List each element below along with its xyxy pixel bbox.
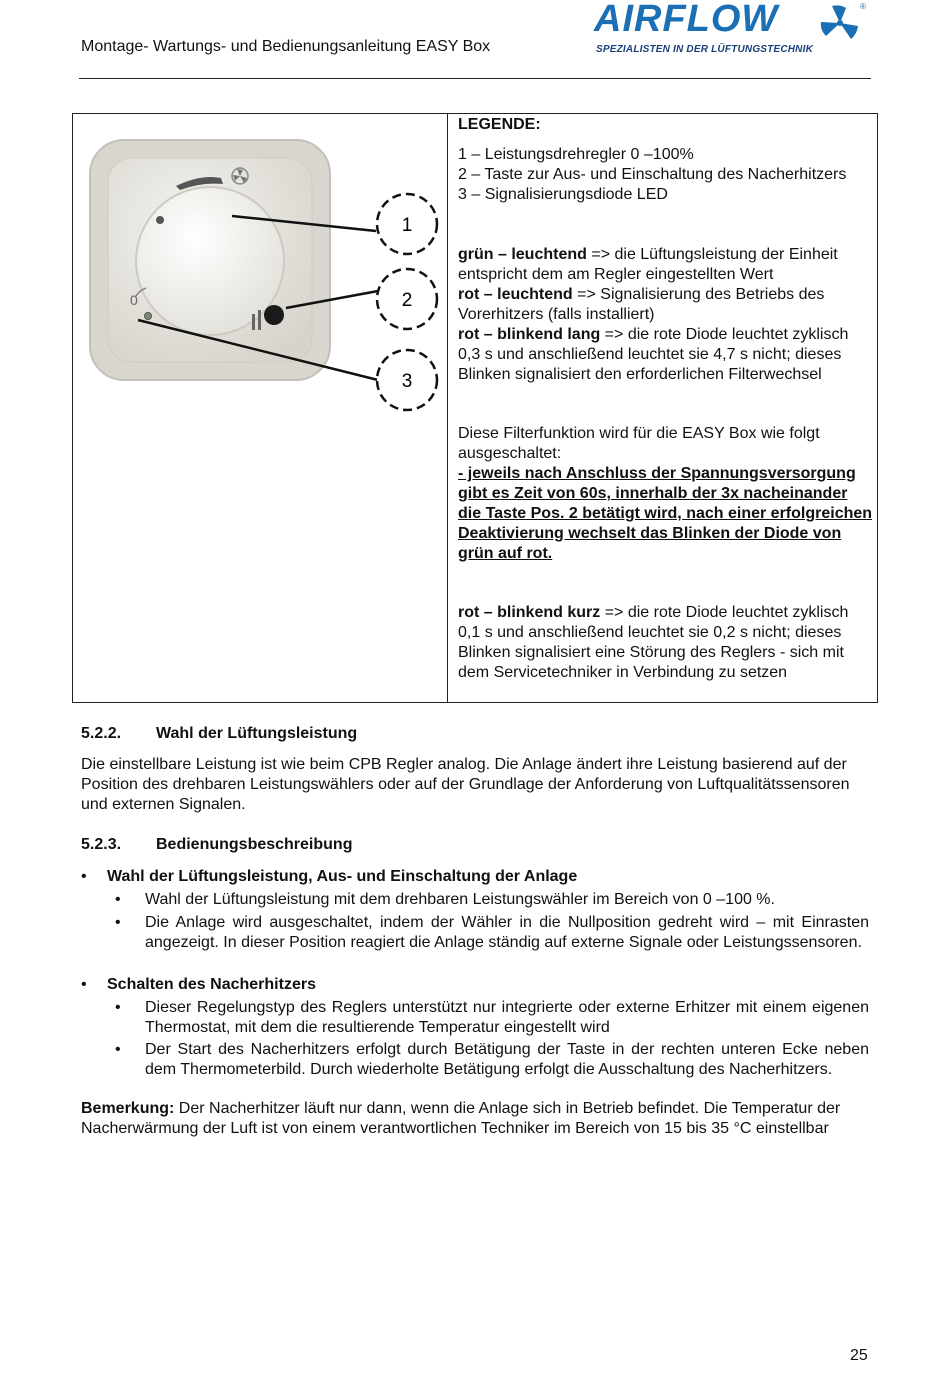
- legend-heading: LEGENDE:: [458, 116, 541, 133]
- legend-item: 3 – Signalisierungsdiode LED: [458, 186, 668, 203]
- section-522-heading: 5.2.2. Wahl der Lüftungsleistung: [81, 725, 358, 742]
- legend-item: 2 – Taste zur Aus- und Einschaltung des Nacherhitzers: [458, 166, 847, 183]
- led-red-desc: rot – leuchtend => Signalisierung des Betriebs des Vorerhitzers (falls installiert): [458, 286, 825, 323]
- header-rule: [79, 78, 871, 79]
- page-number: 25: [850, 1347, 868, 1364]
- callout-2-label: 2: [401, 290, 413, 311]
- table-divider: [447, 113, 448, 703]
- logo-wordmark: AIRFLOW: [594, 0, 779, 40]
- led-red-long-desc: rot – blinkend lang => die rote Diode leuchtet zyklisch 0,3 s und anschließend leuchtet sie 4,7 s nicht; dieses Blinken signalisiert den erforderlichen Filterwechsel: [458, 326, 849, 383]
- dial-indicator-dot: [156, 216, 164, 224]
- airflow-logo: [594, 2, 870, 62]
- filter-reset-procedure: - jeweils nach Anschluss der Spannungsversorgung gibt es Zeit von 60s, innerhalb der 3x nacheinander die Taste Pos. 2 betätigt wird, nach einer erfolgreichen Deaktivierung wechselt das Blinken der Diode von grün auf rot.: [458, 465, 873, 562]
- power-dial: [136, 187, 284, 335]
- filter-intro: Diese Filterfunktion wird für die EASY Box wie folgt ausgeschaltet:: [458, 425, 820, 462]
- status-led: [145, 313, 152, 320]
- callout-3: [377, 350, 437, 410]
- section-522-text: Die einstellbare Leistung ist wie beim CPB Regler analog. Die Anlage ändert ihre Leistung basierend auf der Position des drehbaren Leistungswählers oder auf der Grundlage der Anforderung von Luftqualitätssensoren und externen Signalen.: [81, 756, 850, 813]
- legend-item: 1 – Leistungsdrehregler 0 –100%: [458, 146, 694, 163]
- led-states: [458, 245, 873, 385]
- logo-tagline: SPEZIALISTEN IN DER LÜFTUNGSTECHNIK: [596, 44, 814, 55]
- callout-1-label: 1: [401, 215, 413, 236]
- callout-2: [377, 269, 437, 329]
- led-green-desc: grün – leuchtend => die Lüftungsleistung der Einheit entspricht dem am Regler eingestellten Wert: [458, 246, 838, 283]
- zero-mark: 0: [130, 292, 138, 308]
- legend-heading-block: [458, 115, 873, 135]
- controller-figure: [76, 118, 446, 448]
- document-title: Montage- Wartungs- und Bedienungsanleitung EASY Box: [81, 38, 491, 55]
- callout-1: [377, 194, 437, 254]
- led-red-short-block: [458, 603, 873, 683]
- heater-button: [264, 305, 284, 325]
- registered-mark: ®: [860, 2, 866, 11]
- remark: Bemerkung: Der Nacherhitzer läuft nur dann, wenn die Anlage sich in Betrieb befindet. Die Temperatur der Nacherwärmung der Luft ist von einem verantwortlichen Techniker im Bereich von 15 bis 35 °C einstellbar: [81, 1100, 841, 1137]
- fan-logo-icon: [818, 4, 862, 42]
- callout-3-label: 3: [401, 371, 413, 392]
- legend-items: [458, 145, 873, 205]
- section-523-heading: 5.2.3. Bedienungsbeschreibung: [81, 836, 353, 853]
- filter-function: [458, 424, 873, 564]
- led-red-short-desc: rot – blinkend kurz => die rote Diode leuchtet zyklisch 0,1 s und anschließend leuchtet sie 0,2 s nicht; dieses Blinken signalisiert eine Störung des Reglers - sich mit dem Servicetechniker in Verbindung zu setzen: [458, 604, 849, 681]
